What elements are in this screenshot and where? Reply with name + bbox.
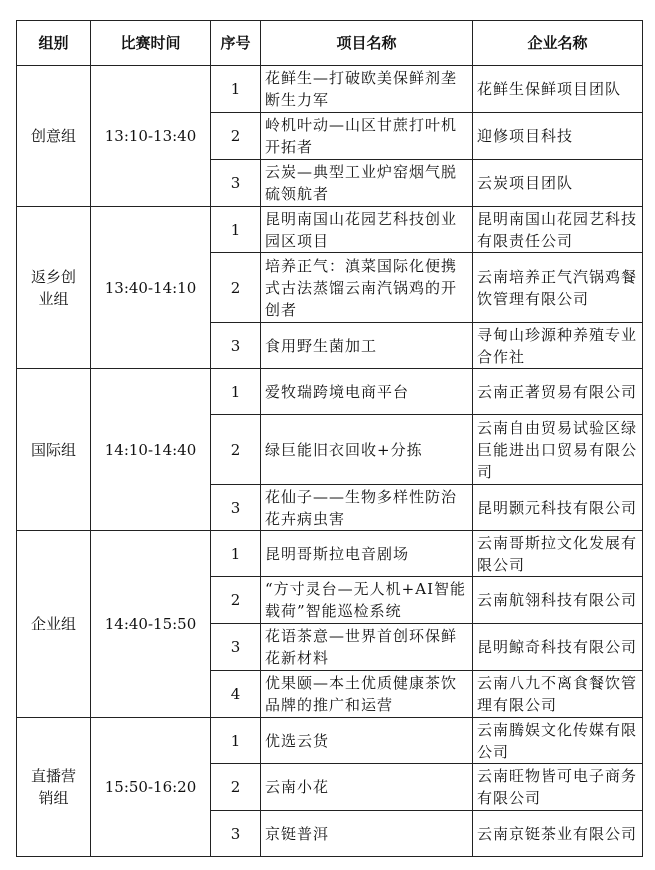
row-index: 3: [211, 624, 261, 671]
table-row: [17, 207, 643, 253]
company-name: 寻甸山珍源种养殖专业合作社: [473, 323, 643, 369]
row-index: 2: [211, 113, 261, 160]
company-name: 昆明南国山花园艺科技有限责任公司: [473, 207, 643, 253]
row-index: 3: [211, 160, 261, 207]
header-project: 项目名称: [261, 21, 473, 66]
company-name: 云南正著贸易有限公司: [473, 369, 643, 415]
project-name: 花鲜生—打破欧美保鲜剂垄断生力军: [261, 66, 473, 113]
match-time: 15:50-16:20: [91, 718, 211, 857]
project-name: “方寸灵台—无人机+AI智能载荷”智能巡检系统: [261, 577, 473, 624]
company-name: 云南京铤茶业有限公司: [473, 811, 643, 857]
project-name: 培养正气：滇菜国际化便携式古法蒸馏云南汽锅鸡的开创者: [261, 253, 473, 323]
row-index: 2: [211, 253, 261, 323]
project-name: 花语茶意—世界首创环保鲜花新材料: [261, 624, 473, 671]
company-name: 云南航翎科技有限公司: [473, 577, 643, 624]
project-name: 岭机叶动—山区甘蔗打叶机开拓者: [261, 113, 473, 160]
group-name: 创意组: [17, 66, 91, 207]
row-index: 3: [211, 485, 261, 531]
company-name: 花鲜生保鲜项目团队: [473, 66, 643, 113]
header-company: 企业名称: [473, 21, 643, 66]
match-time: 14:10-14:40: [91, 369, 211, 531]
company-name: 云南自由贸易试验区绿巨能进出口贸易有限公司: [473, 415, 643, 485]
row-index: 1: [211, 369, 261, 415]
header-group: 组别: [17, 21, 91, 66]
group-name: 企业组: [17, 531, 91, 718]
row-index: 1: [211, 207, 261, 253]
match-time: 14:40-15:50: [91, 531, 211, 718]
header-index: 序号: [211, 21, 261, 66]
header-time: 比赛时间: [91, 21, 211, 66]
competition-schedule-table: [16, 20, 643, 857]
company-name: 昆明鲸奇科技有限公司: [473, 624, 643, 671]
company-name: 云南腾娱文化传媒有限公司: [473, 718, 643, 764]
project-name: 云炭—典型工业炉窑烟气脱硫领航者: [261, 160, 473, 207]
match-time: 13:40-14:10: [91, 207, 211, 369]
project-name: 昆明哥斯拉电音剧场: [261, 531, 473, 577]
row-index: 2: [211, 764, 261, 811]
row-index: 1: [211, 531, 261, 577]
project-name: 食用野生菌加工: [261, 323, 473, 369]
company-name: 云炭项目团队: [473, 160, 643, 207]
project-name: 昆明南国山花园艺科技创业园区项目: [261, 207, 473, 253]
row-index: 1: [211, 718, 261, 764]
project-name: 京铤普洱: [261, 811, 473, 857]
table-row: [17, 66, 643, 113]
table-row: [17, 531, 643, 577]
row-index: 1: [211, 66, 261, 113]
table-row: [17, 369, 643, 415]
table-row: [17, 718, 643, 764]
project-name: 绿巨能旧衣回收+分拣: [261, 415, 473, 485]
header-row: [17, 21, 643, 66]
company-name: 昆明颢元科技有限公司: [473, 485, 643, 531]
row-index: 3: [211, 811, 261, 857]
project-name: 云南小花: [261, 764, 473, 811]
group-name: 返乡创业组: [17, 207, 91, 369]
company-name: 云南旺物皆可电子商务有限公司: [473, 764, 643, 811]
project-name: 优果颐—本土优质健康茶饮品牌的推广和运营: [261, 671, 473, 718]
match-time: 13:10-13:40: [91, 66, 211, 207]
row-index: 2: [211, 415, 261, 485]
company-name: 云南八九不离食餐饮管理有限公司: [473, 671, 643, 718]
row-index: 2: [211, 577, 261, 624]
row-index: 4: [211, 671, 261, 718]
group-name: 国际组: [17, 369, 91, 531]
project-name: 优选云货: [261, 718, 473, 764]
company-name: 云南哥斯拉文化发展有限公司: [473, 531, 643, 577]
schedule-body: [17, 66, 643, 857]
project-name: 花仙子——生物多样性防治花卉病虫害: [261, 485, 473, 531]
project-name: 爱牧瑞跨境电商平台: [261, 369, 473, 415]
row-index: 3: [211, 323, 261, 369]
group-name: 直播营销组: [17, 718, 91, 857]
company-name: 云南培养正气汽锅鸡餐饮管理有限公司: [473, 253, 643, 323]
company-name: 迎修项目科技: [473, 113, 643, 160]
